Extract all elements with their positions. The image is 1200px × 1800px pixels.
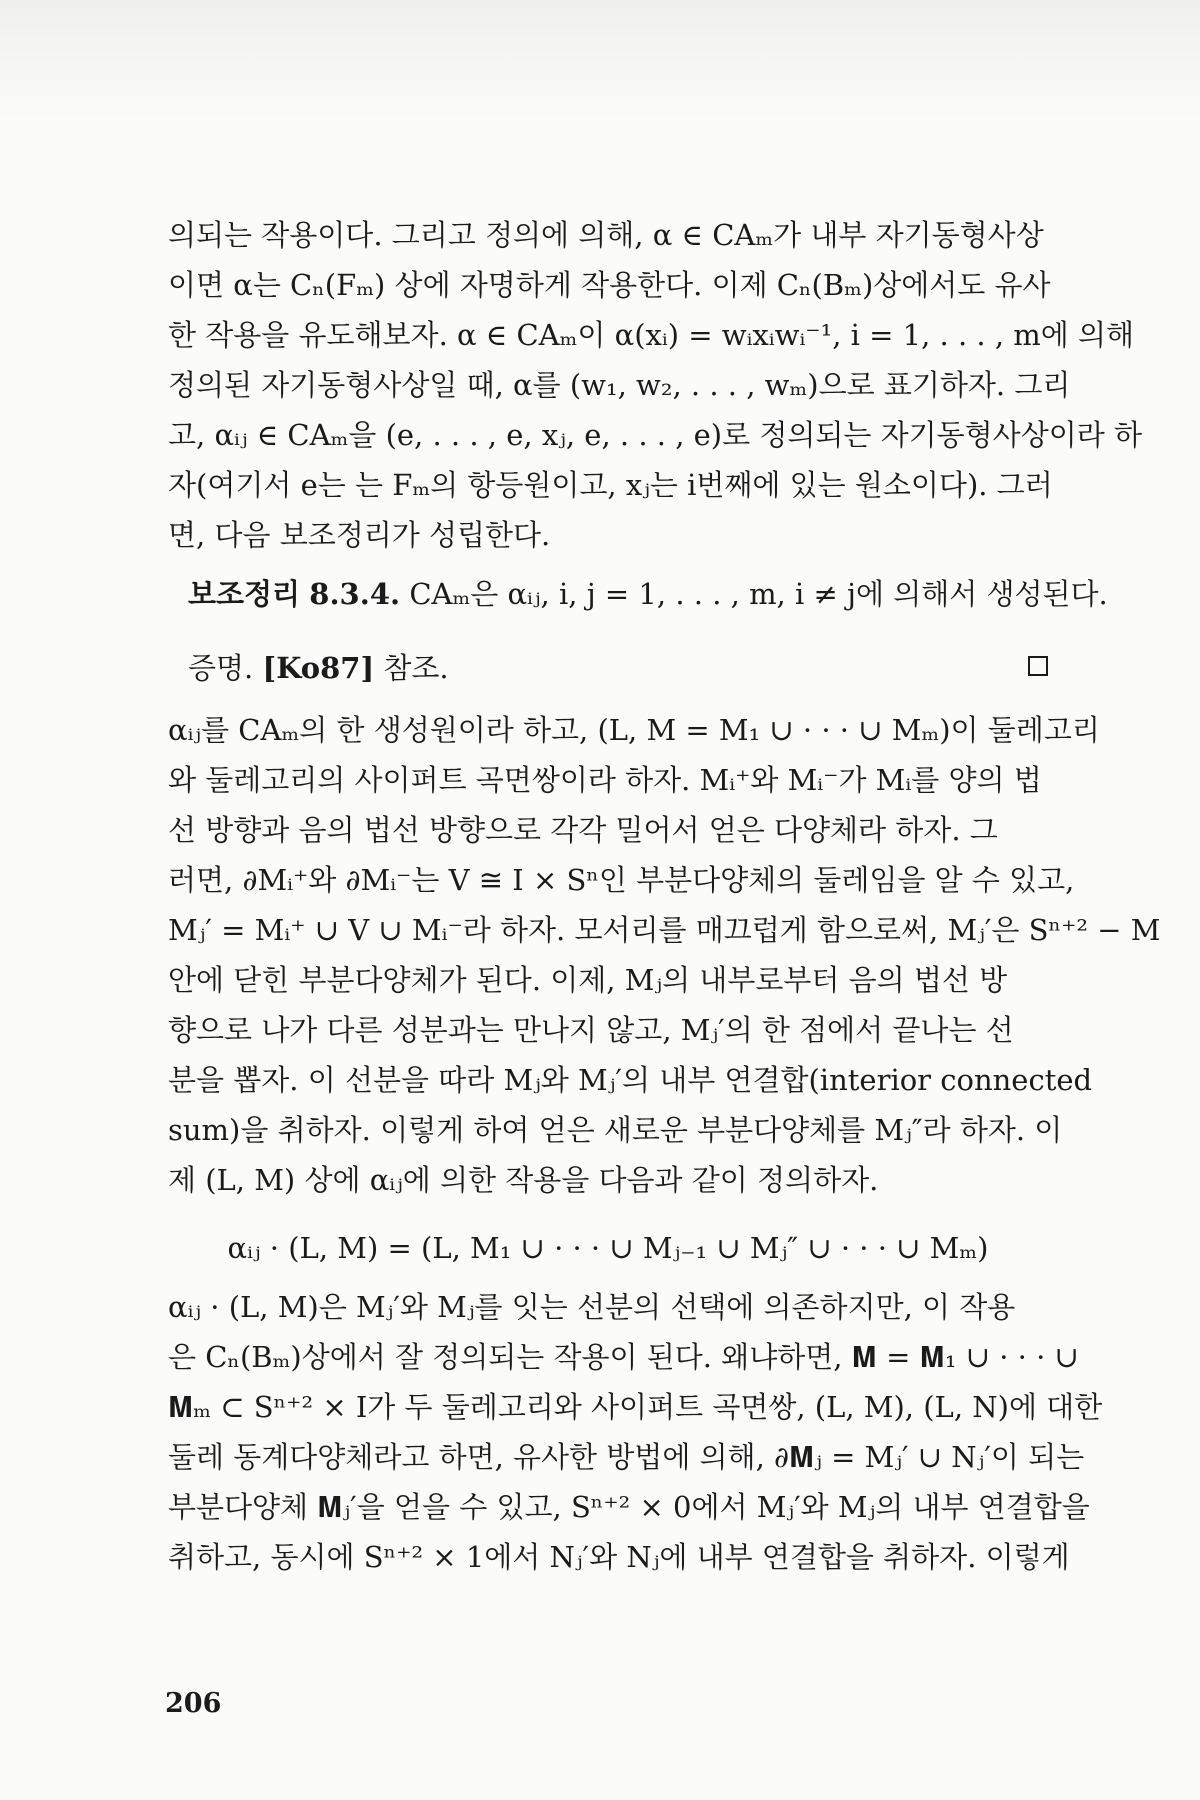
lemma-statement — [188, 568, 1108, 620]
text-line: sum)을 취하자. 이렇게 하여 얻은 새로운 부분다양체를 Mⱼ″라 하자. 이 — [168, 1113, 1063, 1147]
proof — [188, 642, 1048, 694]
lemma-body: CAₘ은 αᵢⱼ, i, j = 1, . . . , m, i ≠ j에 의해서 생성된다. — [400, 577, 1108, 611]
text-line: 정의된 자기동형사상일 때, α를 (w₁, w₂, . . . , wₘ)으로 표기하자. 그리 — [168, 368, 1071, 402]
text-line: αᵢⱼ를 CAₘ의 한 생성원이라 하고, (L, M = M₁ ∪ · · · ∪ Mₘ)이 둘레고리 — [168, 713, 1100, 747]
text-line: 고, αᵢⱼ ∈ CAₘ을 (e, . . . , e, xⱼ, e, . . . , e)로 정의되는 자기동형사상이라 하 — [168, 418, 1142, 452]
text-line: Mⱼ′ = Mᵢ⁺ ∪ V ∪ Mᵢ⁻라 하자. 모서리를 매끄럽게 함으로써, Mⱼ′은 Sⁿ⁺² − M — [168, 913, 1161, 947]
proof-label: 증명. — [188, 651, 254, 685]
text-line: 한 작용을 유도해보자. α ∈ CAₘ이 α(xᵢ) = wᵢxᵢwᵢ⁻¹, i = 1, . . . , m에 의해 — [168, 318, 1135, 352]
text-line: 부분다양체 𝐌ⱼ′을 얻을 수 있고, Sⁿ⁺² × 0에서 Mⱼ′와 Mⱼ의 내부 연결합을 — [168, 1490, 1090, 1524]
lemma-number: 8.3.4. — [309, 577, 401, 611]
text-line: αᵢⱼ · (L, M)은 Mⱼ′와 Mⱼ를 잇는 선분의 선택에 의존하지만, 이 작용 — [168, 1290, 1016, 1324]
text-line: 취하고, 동시에 Sⁿ⁺² × 1에서 Nⱼ′와 Nⱼ에 내부 연결합을 취하자. 이렇게 — [168, 1540, 1070, 1574]
text-line: 이면 α는 Cₙ(Fₘ) 상에 자명하게 작용한다. 이제 Cₙ(Bₘ)상에서도 유사 — [168, 268, 1051, 302]
text-line: 은 Cₙ(Bₘ)상에서 잘 정의되는 작용이 된다. 왜냐하면, 𝐌 = 𝐌₁ ∪ · · · ∪ — [168, 1340, 1079, 1374]
text-line: 와 둘레고리의 사이퍼트 곡면쌍이라 하자. Mᵢ⁺와 Mᵢ⁻가 Mᵢ를 양의 법 — [168, 763, 1042, 797]
scan-shading — [0, 0, 1200, 120]
proof-text: 참조. — [374, 651, 449, 685]
text-line: 제 (L, M) 상에 αᵢⱼ에 의한 작용을 다음과 같이 정의하자. — [168, 1163, 879, 1197]
paragraph-1 — [168, 210, 1142, 560]
text-line: 분을 뽑자. 이 선분을 따라 Mⱼ와 Mⱼ′의 내부 연결합(interior connected — [168, 1063, 1093, 1097]
qed-box-icon — [1028, 656, 1048, 676]
text-line: 향으로 나가 다른 성분과는 만나지 않고, Mⱼ′의 한 점에서 끝나는 선 — [168, 1013, 1014, 1047]
text-line: 면, 다음 보조정리가 성립한다. — [168, 518, 551, 552]
text-line: 𝐌ₘ ⊂ Sⁿ⁺² × I가 두 둘레고리와 사이퍼트 곡면쌍, (L, M), (L, N)에 대한 — [168, 1390, 1103, 1424]
text-line: 러면, ∂Mᵢ⁺와 ∂Mᵢ⁻는 V ≅ I × Sⁿ인 부분다양체의 둘레임을 알 수 있고, — [168, 863, 1075, 897]
paragraph-2 — [168, 705, 1161, 1205]
page-number: 206 — [165, 1688, 222, 1719]
paragraph-3 — [168, 1282, 1103, 1582]
text-line: 의되는 작용이다. 그리고 정의에 의해, α ∈ CAₘ가 내부 자기동형사상 — [168, 218, 1044, 252]
text-line: 둘레 동계다양체라고 하면, 유사한 방법에 의해, ∂𝐌ⱼ = Mⱼ′ ∪ Nⱼ′이 되는 — [168, 1440, 1085, 1474]
proof-reference: [Ko87] — [262, 651, 375, 685]
text-line: 안에 닫힌 부분다양체가 된다. 이제, Mⱼ의 내부로부터 음의 법선 방 — [168, 963, 1008, 997]
text-line: 선 방향과 음의 법선 방향으로 각각 밀어서 얻은 다양체라 하자. 그 — [168, 813, 998, 847]
lemma-label: 보조정리 — [188, 577, 301, 611]
text-line: 자(여기서 e는 는 Fₘ의 항등원이고, xⱼ는 i번째에 있는 원소이다). 그러 — [168, 468, 1053, 502]
display-equation: αᵢⱼ · (L, M) = (L, M₁ ∪ · · · ∪ Mⱼ₋₁ ∪ Mⱼ″ ∪ · · · ∪ Mₘ) — [227, 1231, 989, 1265]
